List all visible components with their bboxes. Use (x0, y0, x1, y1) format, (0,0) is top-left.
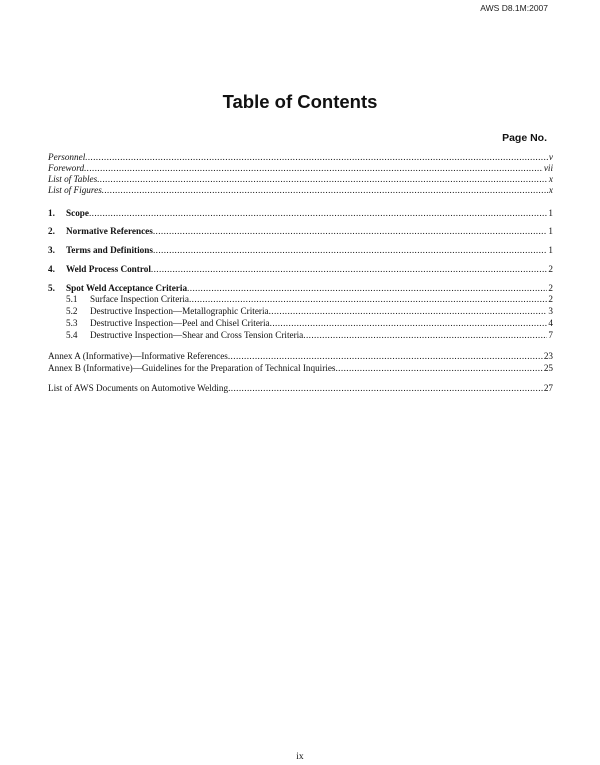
toc-entry-label: Surface Inspection Criteria (90, 294, 189, 304)
page-title: Table of Contents (222, 91, 378, 112)
leader-dots (153, 245, 547, 256)
toc-entry-page: x (548, 185, 553, 195)
toc-entry-label: Destructive Inspection—Metallographic Criteria (90, 306, 269, 316)
leader-dots (270, 318, 548, 329)
leader-dots (151, 264, 548, 275)
leader-dots (187, 283, 547, 294)
toc-entry-section-1[interactable] (48, 208, 553, 219)
toc-entry-aws-documents[interactable] (48, 383, 553, 394)
toc-entry-page: x (548, 174, 553, 184)
toc-entry-label: List of Tables (48, 174, 98, 184)
toc-entry-label: Annex B (Informative)—Guidelines for the Preparation of Technical Inquiries (48, 363, 336, 373)
leader-dots (335, 363, 542, 374)
toc-entry-page: 2 (548, 294, 553, 304)
toc-entry-label: List of AWS Documents on Automotive Welding (48, 383, 229, 393)
section-number: 3. (48, 245, 55, 255)
toc-entry-page: 1 (548, 208, 553, 218)
toc-entry-subsection-5-2[interactable] (66, 306, 553, 317)
toc-entry-page: 25 (543, 363, 553, 373)
toc-entry-label: Personnel (48, 152, 86, 162)
leader-dots (85, 152, 548, 163)
toc-entry-page: 4 (548, 318, 553, 328)
toc-entry-annex-b[interactable] (48, 363, 553, 374)
subsection-number: 5.3 (66, 318, 78, 328)
toc-entry-section-2[interactable] (48, 226, 553, 237)
toc-entry-list-of-figures[interactable] (48, 185, 553, 196)
leader-dots (153, 226, 548, 237)
leader-dots (228, 351, 543, 362)
page-number-column-heading: Page No. (502, 132, 547, 144)
toc-entry-section-3[interactable] (48, 245, 553, 256)
subsection-number: 5.4 (66, 330, 78, 340)
toc-entry-annex-a[interactable] (48, 351, 553, 362)
section-number: 5. (48, 283, 55, 293)
toc-entry-list-of-tables[interactable] (48, 174, 553, 185)
toc-entry-personnel[interactable] (48, 152, 553, 163)
leader-dots (89, 208, 547, 219)
section-number: 4. (48, 264, 55, 274)
toc-entry-label: Annex A (Informative)—Informative References (48, 351, 228, 361)
leader-dots (84, 163, 543, 174)
leader-dots (228, 383, 543, 394)
leader-dots (269, 306, 548, 317)
toc-entry-page: v (548, 152, 553, 162)
section-number: 1. (48, 208, 55, 218)
document-id: AWS D8.1M:2007 (480, 3, 548, 13)
toc-entry-page: 7 (548, 330, 553, 340)
toc-entry-label: Destructive Inspection—Peel and Chisel Criteria (90, 318, 270, 328)
toc-entry-label: Terms and Definitions (66, 245, 153, 255)
toc-entry-label: Scope (66, 208, 89, 218)
toc-entry-section-5[interactable] (48, 283, 553, 294)
leader-dots (303, 330, 547, 341)
toc-entry-page: 2 (548, 283, 553, 293)
toc-entry-label: Normative References (66, 226, 153, 236)
toc-entry-label: Foreword (48, 163, 85, 173)
subsection-number: 5.1 (66, 294, 78, 304)
toc-entry-page: 1 (548, 226, 553, 236)
toc-entry-page: 1 (548, 245, 553, 255)
toc-entry-label: List of Figures (48, 185, 102, 195)
toc-entry-label: Weld Process Control (66, 264, 151, 274)
toc-entry-page: 3 (548, 306, 553, 316)
toc-entry-label: Destructive Inspection—Shear and Cross Tension Criteria (90, 330, 304, 340)
toc-entry-page: vii (543, 163, 553, 173)
leader-dots (97, 174, 548, 185)
toc-entry-label: Spot Weld Acceptance Criteria (66, 283, 188, 293)
section-number: 2. (48, 226, 55, 236)
toc-entry-page: 27 (543, 383, 553, 393)
subsection-number: 5.2 (66, 306, 78, 316)
toc-entry-page: 2 (548, 264, 553, 274)
toc-entry-section-4[interactable] (48, 264, 553, 275)
leader-dots (189, 294, 547, 305)
toc-entry-foreword[interactable] (48, 163, 553, 174)
toc-entry-subsection-5-1[interactable] (66, 294, 553, 305)
leader-dots (102, 185, 548, 196)
toc-entry-subsection-5-3[interactable] (66, 318, 553, 329)
toc-entry-page: 23 (543, 351, 553, 361)
page-number-footer: ix (296, 752, 304, 762)
toc-entry-subsection-5-4[interactable] (66, 330, 553, 341)
